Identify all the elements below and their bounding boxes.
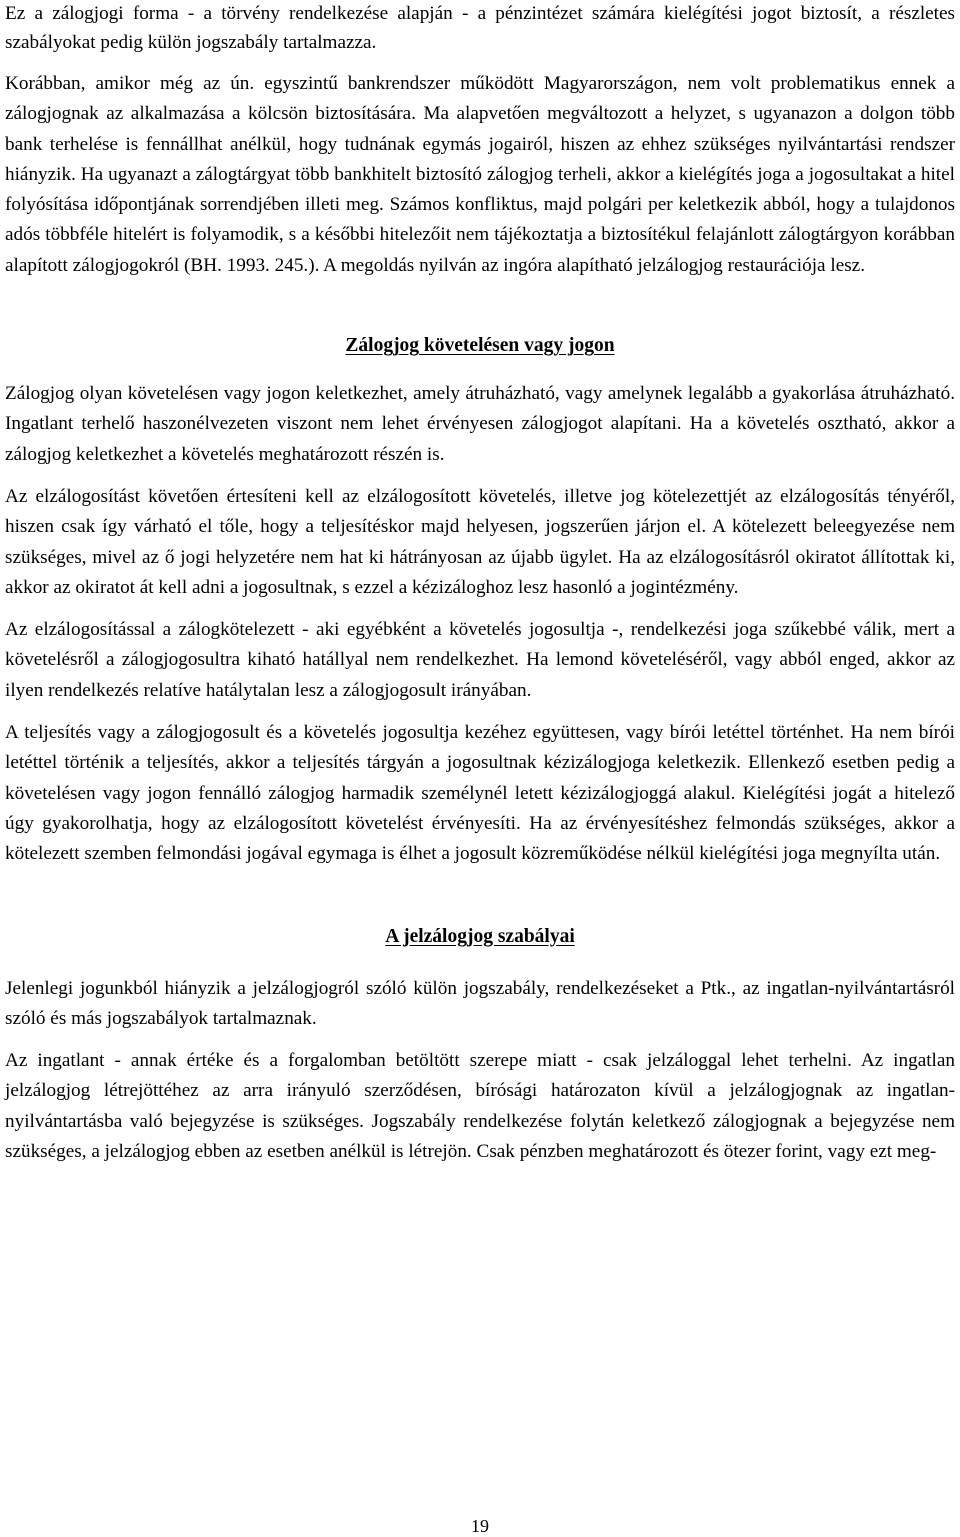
intro-paragraph-2: Korábban, amikor még az ún. egyszintű bankrendszer működött Magyarországon, nem volt problematikus ennek a zálogjognak az alkalmazása a kölcsön biztosítására. Ma alapvetően megváltozott a helyzet, s ugyanazon a dolgon több bank terhelése is fennállhat anélkül, hogy tudnának egymás jogairól, hiszen az ehhez szükséges nyilvántartási rendszer hiányzik. Ha ugyanazt a zálogtárgyat több bankhitelt biztosító zálogjog terheli, akkor a kielégítés joga a jogosultakat a hitel folyósítása időpontjának sorrendjében illeti meg. Számos konfliktus, majd polgári per keletkezik abból, hogy a tulajdonos adós többféle hitelért is folyamodik, s a későbbi hitelezőit nem tájékoztatja a biztosítékul felajánlott zálogtárgyon korábban alapított zálogjogokról (BH. 1993. 245.). A megoldás nyilván az ingóra alapítható jelzálogjog restaurációja lesz.	[5, 73, 955, 276]
section2-paragraph-1: Jelenlegi jogunkból hiányzik a jelzálogjogról szóló külön jogszabály, rendelkezéseket a Ptk., az ingatlan-nyilvántartásról szóló és más jogszabályok tartalmaznak.	[5, 977, 955, 1029]
section1-paragraph-3: Az elzálogosítással a zálogkötelezett - aki egyébként a követelés jogosultja -, rendelkezési joga szűkebbé válik, mert a követelésről a zálogjogosultra kiható hatállyal nem rendelkezhet. Ha lemond követeléséről, vagy abból enged, akkor az ilyen rendelkezés relatíve hatálytalan lesz a zálogjogosult irányában.	[5, 619, 955, 701]
section1-paragraph-1: Zálogjog olyan követelésen vagy jogon keletkezhet, amely átruházható, vagy amelynek legalább a gyakorlása átruházható. Ingatlant terhelő haszonélvezeten viszont nem lehet érvényesen zálogjogot alapítani. Ha a követelés osztható, akkor a zálogjog keletkezhet a követelés meghatározott részén is.	[5, 383, 955, 465]
page-number: 19	[471, 1516, 489, 1536]
document-page	[5, 0, 955, 1179]
section1-paragraph-2: Az elzálogosítást követően értesíteni kell az elzálogosított követelés, illetve jog kötelezettjét az elzálogosítás tényéről, hiszen csak így várható el tőle, hogy a teljesítéskor majd helyesen, jogszerűen járjon el. A kötelezett beleegyezése nem szükséges, mivel az ő jogi helyzetére nem hat ki hátrányosan az újabb ügylet. Ha az elzálogosításról okiratot állítottak ki, akkor az okiratot át kell adni a jogosultnak, s ezzel a kézizáloghoz lesz hasonló a jogintézmény.	[5, 485, 955, 598]
intro-paragraph-1: Ez a zálogjogi forma - a törvény rendelkezése alapján - a pénzintézet számára kielégítési jogot biztosít, a részletes szabályokat pedig külön jogszabály tartalmazza.	[5, 3, 955, 53]
section-heading-mortgage-rules: A jelzálogjog szabályai	[385, 925, 575, 947]
section-heading-claim-lien: Zálogjog követelésen vagy jogon	[345, 335, 615, 357]
section1-paragraph-4: A teljesítés vagy a zálogjogosult és a követelés jogosultja kezéhez együttesen, vagy bírói letéttel történhet. Ha nem bírói letéttel történik a teljesítés, akkor a teljesítés tárgyán a jogosultnak kézizálogjoga keletkezik. Ellenkező esetben pedig a követelésen vagy jogon fennálló zálogjog harmadik személynél letett kézizálogjoggá alakul. Kielégítési jogát a hitelező úgy gyakorolhatja, hogy az elzálogosított követelést érvényesíti. Ha az érvényesítéshez felmondás szükséges, akkor a kötelezett szemben felmondási jogával egymaga is élhet a jogosult közreműködése nélkül kielégítési joga megnyílta után.	[5, 722, 955, 865]
section2-paragraph-2: Az ingatlant - annak értéke és a forgalomban betöltött szerepe miatt - csak jelzáloggal lehet terhelni. Az ingatlan jelzálogjog létrejöttéhez az arra irányuló szerződésen, bírósági határozaton kívül a jelzálogjognak az ingatlan-nyilvántartásba való bejegyzése is szükséges. Jogszabály rendelkezése folytán keletkező zálogjognak a bejegyzése nem szükséges, a jelzálogjog ebben az esetben anélkül is létrejön. Csak pénzben meghatározott és ötezer forint, vagy ezt meg-	[5, 1050, 955, 1163]
